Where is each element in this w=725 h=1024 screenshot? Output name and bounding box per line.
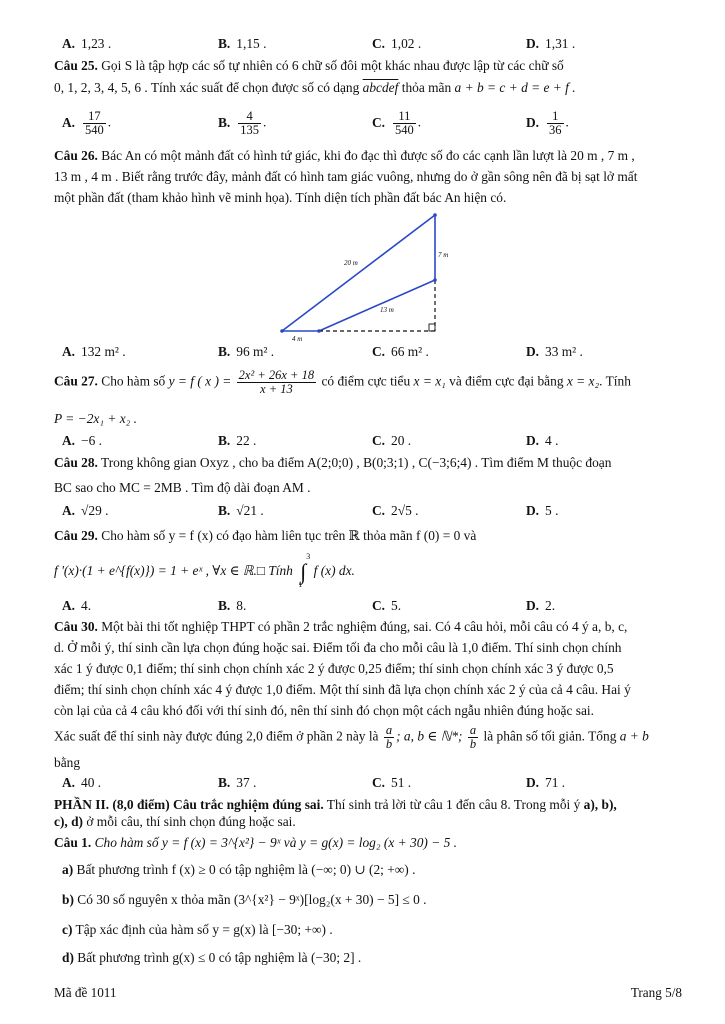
option-label: B. (218, 503, 231, 518)
equation: f '(x)·(1 + e^{f(x)}) = 1 + eˣ , ∀x ∈ ℝ.□ Tính (54, 562, 293, 578)
question-text: Cho hàm số y = f (x) có đạo hàm liên tục trên ℝ thỏa mãn f (0) = 0 và (101, 528, 477, 543)
question-text: 13 m , 4 m . Biết rằng trước đây, mảnh đất có hình tam giác vuông, nhưng do ở gần sông nên đã bị sạt lở mất (54, 169, 638, 184)
option-value: 33 m² . (545, 344, 583, 359)
option-label: A. (62, 433, 76, 448)
q27-options (62, 433, 682, 453)
page-number: Trang 5/8 (630, 985, 682, 1000)
option-value: 2√5 . (391, 503, 419, 518)
land-figure (272, 207, 452, 342)
question-text: BC sao cho MC = 2MB . Tìm độ dài đoạn AM . (54, 480, 311, 495)
option-value: 4. (81, 598, 92, 613)
question-text: xác 1 ý được 0,1 điểm; thí sinh chọn chính xác 2 ý được 0,25 điểm; thí sinh chọn chính xác 3 ý được 0,5 (54, 661, 614, 676)
question-text: 0, 1, 2, 3, 4, 5, 6 . Tính xác suất để chọn được số có dạng (54, 80, 360, 95)
edge-13m (319, 280, 435, 331)
question-25 (54, 58, 682, 75)
option-value: 1,31 . (545, 36, 576, 51)
q29-options (62, 598, 682, 618)
option-label: B. (218, 36, 231, 51)
option-label: B. (218, 344, 231, 359)
option-value: 71 . (545, 775, 566, 790)
question-text: thỏa mãn (401, 80, 452, 95)
option-label: B. (218, 775, 231, 790)
option-label: A. (62, 344, 76, 359)
option-label: D. (526, 503, 540, 518)
option-value: 22 . (236, 433, 257, 448)
option-value: 20 . (391, 433, 412, 448)
option-value: 1,02 . (391, 36, 422, 51)
question-label: Câu 30. (54, 619, 98, 634)
question-text: d. Ở mỗi ý, thí sinh cần lựa chọn đúng hoặc sai. Điểm tối đa cho mỗi câu là 1,0 điểm. Thí sinh chọn chính (54, 640, 622, 655)
option-value: 51 . (391, 775, 412, 790)
option-label: C. (372, 344, 386, 359)
option-label: D. (526, 775, 540, 790)
question-text: Bác An có một mảnh đất có hình tứ giác, khi đo đạc thì được số đo các cạnh lần lượt là 20 m , 7 m , (101, 148, 635, 163)
option-value: 8. (236, 598, 247, 613)
exam-code: Mã đề 1011 (54, 985, 117, 1000)
statement-b: b) Có 30 số nguyên x thỏa mãn (3^{x²} − 9ˣ)[log₂(x + 30) − 5] ≤ 0 . (62, 892, 427, 907)
label-4m: 4 m (292, 335, 303, 342)
option-value: 5. (391, 598, 402, 613)
option-value: 37 . (236, 775, 257, 790)
option-value: 5 . (545, 503, 559, 518)
option-label: A. (62, 775, 76, 790)
option-value: 4 . (545, 433, 559, 448)
q26-options (62, 344, 682, 364)
option-value: 2. (545, 598, 556, 613)
option-label: A. (62, 598, 76, 613)
q30-options (62, 775, 682, 795)
option-value: 66 m² . (391, 344, 429, 359)
option-label: C. (372, 36, 386, 51)
q28-options (62, 503, 682, 523)
option-value: −6 . (81, 433, 102, 448)
option-value: 132 m² . (81, 344, 126, 359)
option-value: 96 m² . (236, 344, 275, 359)
question-label: Câu 29. (54, 528, 98, 543)
question-text: Một bài thi tốt nghiệp THPT có phần 2 trắc nghiệm đúng, sai. Có 4 câu hỏi, mỗi câu có 4 ý a, b, c, (101, 619, 628, 634)
question-28 (54, 455, 682, 472)
option-label: D. (526, 114, 540, 130)
q24-options (62, 36, 682, 56)
question-label: Câu 28. (54, 455, 98, 470)
question-30 (54, 619, 682, 636)
option-label: A. (62, 503, 76, 518)
label-7m: 7 m (438, 251, 449, 259)
option-label: C. (372, 775, 386, 790)
function-fraction: $\frac{\text{2x² + 26x + 18}}{x + 13}$ (238, 368, 315, 397)
question-text: còn lại của cả 4 câu khó đối với thí sinh đó, nên thí sinh đó chọn một cách ngẫu nhiên đúng hoặc sai. (54, 703, 594, 718)
question-text: Gọi S là tập hợp các số tự nhiên có 6 chữ số đôi một khác nhau được lập từ các chữ số (101, 58, 564, 73)
expression: P = −2x₁ + x₂ . (54, 411, 138, 426)
question-26 (54, 148, 682, 165)
part-2-heading: PHẦN II. (8,0 điểm) Câu trắc nghiệm đúng sai. Thí sinh trả lời từ câu 1 đến câu 8. Trong mỗi ý a), b), (54, 797, 617, 812)
exam-page: A. 1,23 . B. 1,15 . C. 1,02 . D. 1,31 . Câu 25. Gọi S là tập hợp các số tự nhiên có 6 chữ số đôi một khác nhau được lập từ các chữ số 0, 1, 2, 3, 4, 5, 6 . Tính xác suất để chọn được số có dạng abcdef thỏa mãn a + b = c + d = e + f . A. $\frac{17}{540}$ . B. $\frac{4}{135}$ . C. $\frac{11}{540}$ . D. $\frac{1}{36}$ . Câu 26. Bác An có một mảnh đất có hình tứ giác, khi đo đạc thì được số đo các cạnh lần lượt là 20 m , 7 m , 13 m , 4 m . Biết rằng trước đây, mảnh đất có hình tam giác vuông, nhưng do ở gần sông nên đã bị sạt lở mất một phần đất (tham khảo hình vẽ minh họa). Tính diện tích phần đất bác An hiện có. 20 m 7 m 13 m 4 m A. 132 m² . B. 96 m² . C. 66 m² . D. 33 m² . Câu 27. Cho hàm số y = f ( x ) = $\frac{\text{2x² + 26x + 18}}{x + 13}$ có điểm cực tiểu x = x₁ và điểm cực đại bằng x = x₂. Tính P = −2x₁ + x₂ . A. −6 . B. 22 . C. 20 . D. 4 . Câu 28. Trong không gian Oxyz , cho ba điểm A(2;0;0) , B(0;3;1) , C(−3;6;4) . Tìm điểm M thuộc đoạn BC sao cho MC = 2MB . Tìm độ dài đoạn AM . A. √29 . B. √21 . C. 2√5 . D. 5 . Câu 29. Cho hàm số y = f (x) có đạo hàm liên tục trên ℝ thỏa mãn f (0) = 0 và f '(x)·(1 + e^{f(x)}) = 1 + eˣ , ∀x ∈ ℝ.□ Tính ∫ 3 1 f (x) dx. A. 4. B. 8. C. 5. D. 2. Câu 30. Một bài thi tốt nghiệp THPT có phần 2 trắc nghiệm đúng, sai. Có 4 câu hỏi, mỗi câu có 4 ý a, b, c, d. Ở mỗi ý, thí sinh cần lựa chọn đúng hoặc sai. Điểm tối đa cho mỗi câu là 1,0 điểm. Thí sinh chọn chính xác 1 ý được 0,1 điểm; thí sinh chọn chính xác 2 ý được 0,25 điểm; thí sinh chọn chính xác 3 ý được 0,5 điểm; thí sinh chọn chính xác 4 ý được 1,0 điểm. Một thí sinh đã lựa chọn chính xác 2 ý của cả 4 câu. Hai ý còn lại của cả 4 câu khó đối với thí sinh đó, nên thí sinh đó chọn một cách ngẫu nhiên đúng hoặc sai. Xác suất để thí sinh này được đúng 2,0 điểm ở phần 2 này là $\frac{a}{b}$ ; a, b ∈ ℕ*; $\frac{a}{b}$ là phân số tối giản. Tổng a + b bằng A. 40 . B. 37 . C. 51 . D. 71 . PHẦN II. (8,0 điểm) Câu trắc nghiệm đúng sai. Thí sinh trả lời từ câu 1 đến câu 8. Trong mỗi ý a), b), c), d) ở mỗi câu, thí sinh chọn đúng hoặc sai. Câu 1. Cho hàm số y = f (x) = 3^{x²} − 9ˣ và y = g(x) = log₂ (x + 30) − 5 . a) Bất phương trình f (x) ≥ 0 có tập nghiệm là (−∞; 0) ∪ (2; +∞) . b) Có 30 số nguyên x thỏa mãn (3^{x²} − 9ˣ)[log₂(x + 30) − 5] ≤ 0 . c) Tập xác định của hàm số y = g(x) là [−30; +∞) . d) Bất phương trình g(x) ≤ 0 có tập nghiệm là (−30; 2] . Mã đề 1011 Trang 5/8 (54, 36, 682, 1000)
option-label: D. (526, 598, 540, 613)
question-text: Cho hàm số y = f (x) = 3^{x²} − 9ˣ và y = g(x) = log₂ (x + 30) − 5 . (94, 835, 457, 850)
option-label: B. (218, 598, 231, 613)
statement-a: a) Bất phương trình f (x) ≥ 0 có tập nghiệm là (−∞; 0) ∪ (2; +∞) . (62, 862, 416, 877)
option-label: D. (526, 36, 540, 51)
question-29 (54, 528, 682, 545)
vertex (317, 329, 321, 333)
option-label: C. (372, 598, 386, 613)
option-label: D. (526, 433, 540, 448)
question-label: Câu 26. (54, 148, 98, 163)
q25-options: A. $\frac{17}{540}$ . B. $\frac{4}{135}$ . C. $\frac{11}{540}$ . D. $\frac{1}{36}$ . (62, 109, 569, 138)
question-text: điểm; thí sinh chọn chính xác 4 ý được 1,0 điểm. Một thí sinh đã lựa chọn chính xác 2 ý của cả 4 câu. Hai ý (54, 682, 631, 697)
option-label: B. (218, 433, 231, 448)
option-label: C. (372, 114, 386, 130)
option-label: B. (218, 114, 231, 130)
vertex (433, 278, 437, 282)
question-label: Câu 27. (54, 373, 98, 389)
label-20m: 20 m (344, 259, 358, 267)
question-27: Câu 27. Cho hàm số y = f ( x ) = $\frac{\text{2x² + 26x + 18}}{x + 13}$ có điểm cực tiểu x = x₁ và điểm cực đại bằng x = x₂. Tính (54, 368, 631, 397)
condition: a + b = c + d = e + f . (454, 80, 576, 95)
option-value: √21 . (236, 503, 264, 518)
section-title: PHẦN II. (8,0 điểm) Câu trắc nghiệm đúng sai. (54, 797, 324, 812)
question-text: một phần đất (tham khảo hình vẽ minh họa). Tính diện tích phần đất bác An hiện có. (54, 190, 507, 205)
statement-c: c) Tập xác định của hàm số y = g(x) là [−30; +∞) . (62, 922, 333, 937)
label-13m: 13 m (380, 306, 394, 314)
option-value: 1,23 . (81, 36, 112, 51)
option-value: √29 . (81, 503, 109, 518)
vertex (280, 329, 284, 333)
option-value: 1,15 . (236, 36, 267, 51)
option-value: 40 . (81, 775, 102, 790)
part2-question-1 (54, 835, 682, 852)
number-form: abcdef (362, 80, 399, 95)
option-label: C. (372, 433, 386, 448)
option-label: A. (62, 114, 76, 130)
question-label: Câu 25. (54, 58, 98, 73)
statement-d: d) Bất phương trình g(x) ≤ 0 có tập nghiệm là (−30; 2] . (62, 950, 362, 965)
question-label: Câu 1. (54, 835, 92, 850)
option-label: A. (62, 36, 76, 51)
question-text: Trong không gian Oxyz , cho ba điểm A(2;0;0) , B(0;3;1) , C(−3;6;4) . Tìm điểm M thuộc đoạn (101, 455, 612, 470)
vertex (433, 213, 437, 217)
option-label: C. (372, 503, 386, 518)
option-label: D. (526, 344, 540, 359)
right-angle-mark (429, 324, 435, 331)
integral-sign: ∫ 3 1 (298, 552, 311, 589)
